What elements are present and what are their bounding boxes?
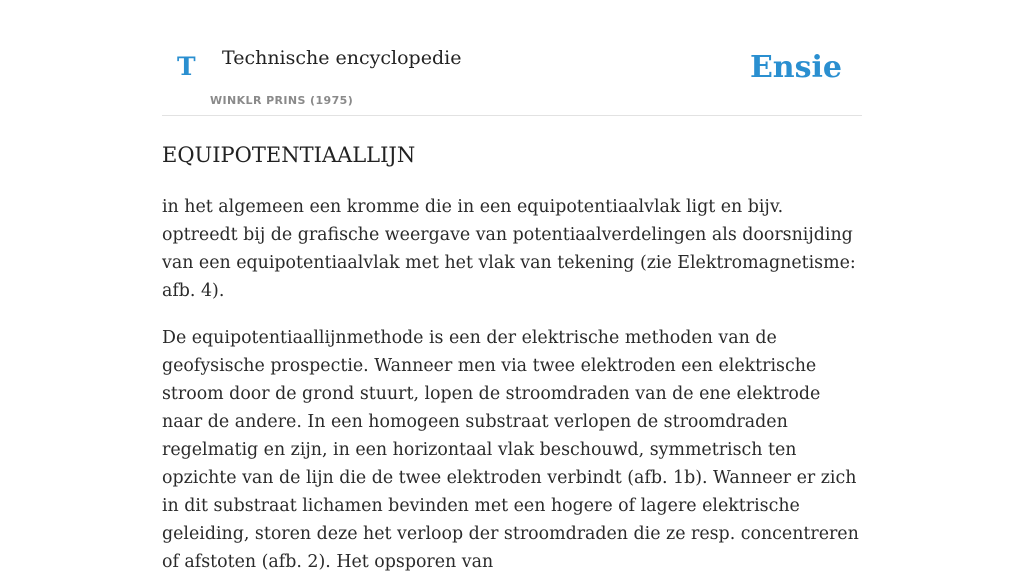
entry-paragraph: in het algemeen een kromme die in een equipotentiaalvlak ligt en bijv. optreedt bij de grafische weergave van potentiaalverdelingen als doorsnijding van een equipotentiaalvlak met het vlak van tekening (zie Elektromagnetisme: afb. 4). xyxy=(162,197,856,301)
entry-paragraph: De equipotentiaallijnmethode is een der elektrische methoden van de geofysische prospectie. Wanneer men via twee elektroden een elektrische stroom door de grond stuurt, lopen de stroomdraden van de ene elektrode naar de andere. In een homogeen substraat verlopen de stroomdraden regelmatig en zijn, in een horizontaal vlak beschouwd, symmetrisch ten opzichte van de lijn die de twee elektroden verbindt (afb. 1b). Wanneer er zich in dit substraat lichamen bevinden met een hogere of lagere elektrische geleiding, storen deze het verloop der stroomdraden die ze resp. concentreren of afstoten (afb. 2). Het opsporen van xyxy=(162,328,859,572)
brand-logo-link[interactable]: Ensie xyxy=(749,50,842,85)
entry-body xyxy=(162,193,862,576)
source-header xyxy=(162,0,862,116)
entry-title: EQUIPOTENTIAALLIJN xyxy=(162,143,416,167)
source-title-link[interactable]: Technische encyclopedie xyxy=(222,47,462,69)
article-page xyxy=(162,0,862,572)
source-logo-icon[interactable]: T xyxy=(177,52,196,81)
source-subtitle: WINKLR PRINS (1975) xyxy=(210,94,354,107)
